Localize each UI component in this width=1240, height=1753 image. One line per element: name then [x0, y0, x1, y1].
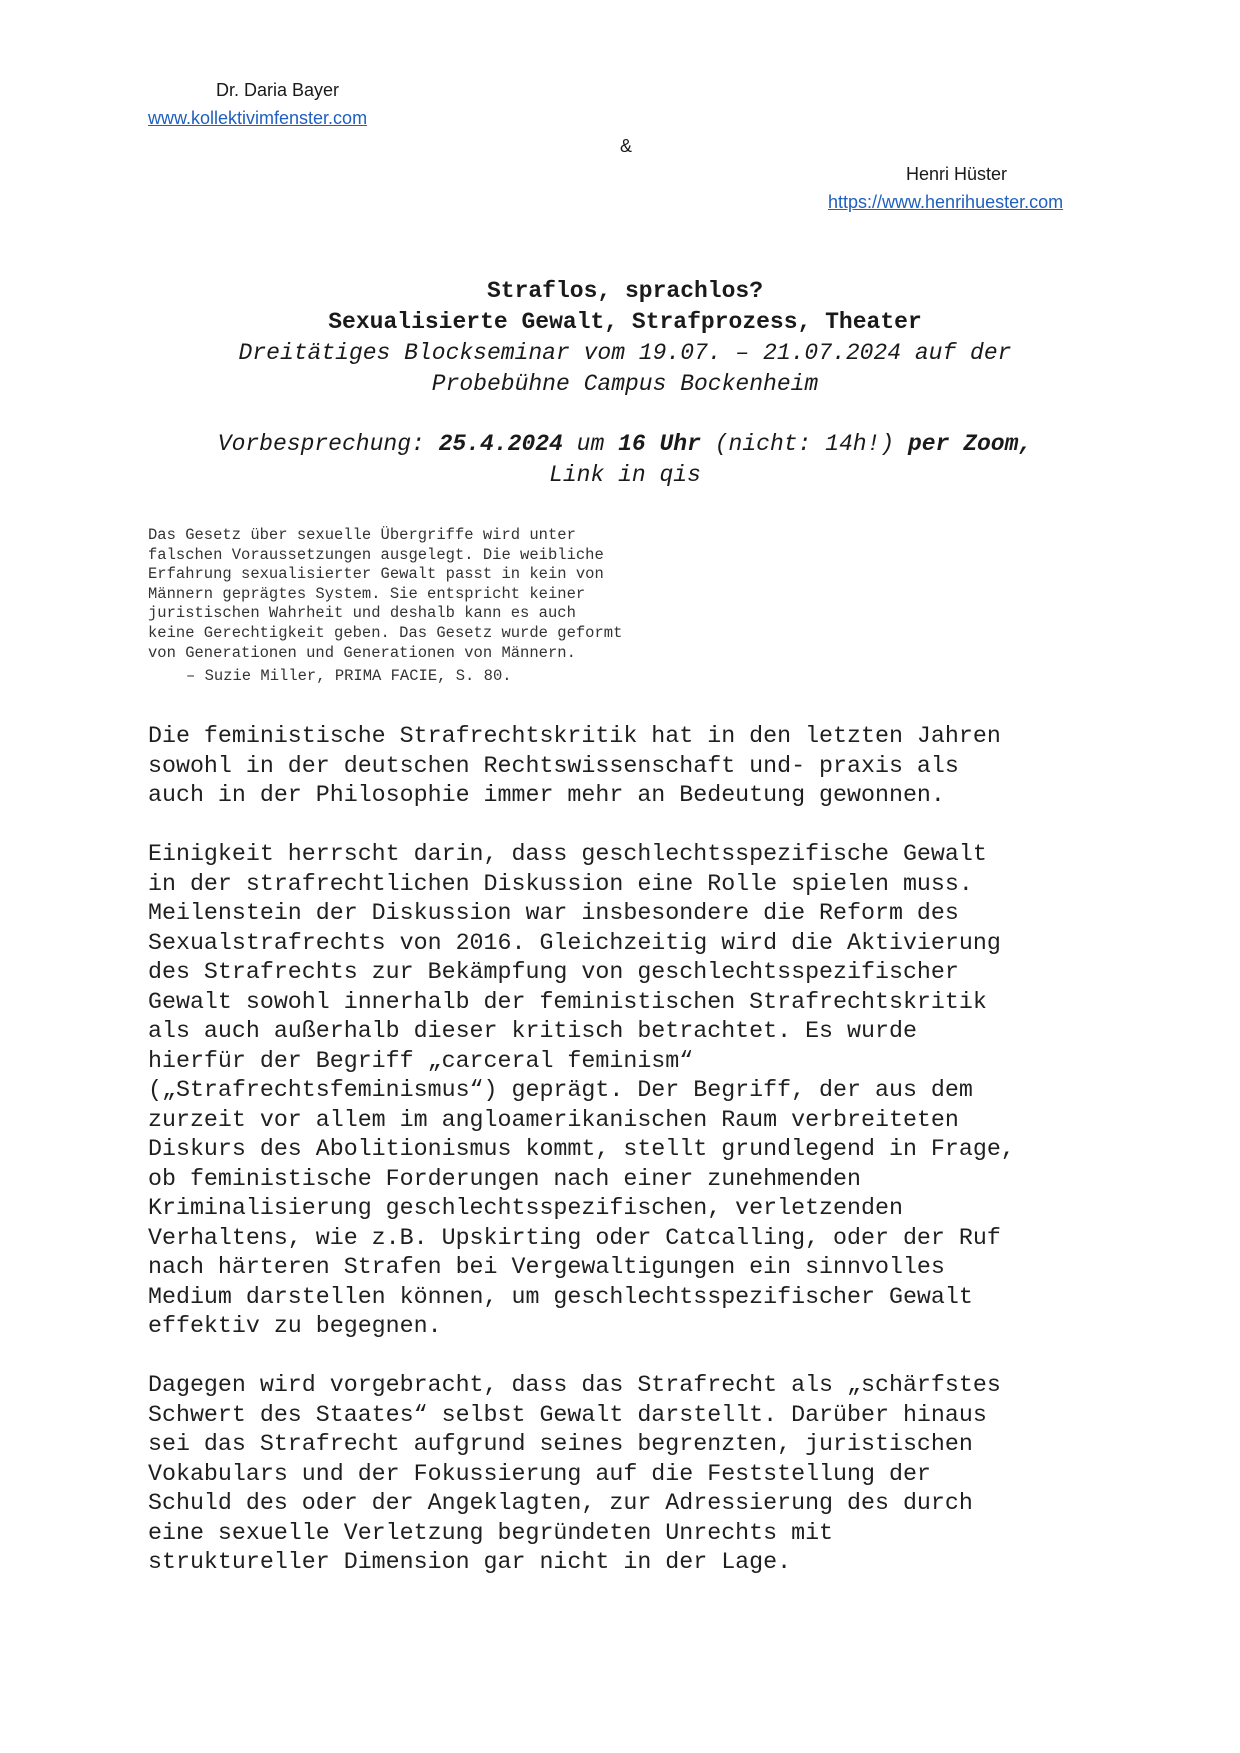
prebriefing-link-text: Link in qis	[549, 462, 701, 488]
body-paragraph-3: Dagegen wird vorgebracht, dass das Strafrecht als „schärfstes Schwert des Staates“ selbst Gewalt darstellt. Darüber hinaus sei das Strafrecht aufgrund seines begrenzten, juristischen Vokabulars und der Fokussierung auf die Feststellung der Schuld des oder der Angeklagten, zur Adressierung des durch eine sexuelle Verletzung begründeten Unrechts mit struktureller Dimension gar nicht in der Lage.	[148, 1372, 1001, 1575]
body-paragraph-2: Einigkeit herrscht darin, dass geschlechtsspezifische Gewalt in der strafrechtlichen Diskussion eine Rolle spielen muss. Meilenstein der Diskussion war insbesondere die Reform des Sexualstrafrechts von 2016. Gleichzeitig wird die Aktivierung des Strafrechts zur Bekämpfung von geschlechtsspezifischer Gewalt sowohl innerhalb der feministischen Strafrechtskritik als auch außerhalb dieser kritisch betrachtet. Es wurde hierfür der Begriff „carceral feminism“ („Strafrechtsfeminismus“) geprägt. Der Begriff, der aus dem zurzeit vor allem im angloamerikanischen Raum verbreiteten Diskurs des Abolitionismus kommt, stellt grundlegend in Frage, ob feministische Forderungen nach einer zunehmenden Kriminalisierung geschlechtsspezifischen, verletzenden Verhaltens, wie z.B. Upskirting oder Catcalling, oder der Ruf nach härteren Strafen bei Vergewaltigungen ein sinnvolles Medium darstellen können, um geschlechtsspezifischer Gewalt effektiv zu begegnen.	[148, 841, 1015, 1339]
author1-website-link[interactable]: www.kollektivimfenster.com	[148, 108, 368, 128]
prebriefing-time: 16 Uhr	[618, 431, 701, 457]
prebriefing-um: um	[576, 431, 605, 457]
author1-name: Dr. Daria Bayer	[216, 80, 340, 100]
document-title: Straflos, sprachlos?	[486, 278, 764, 304]
body-paragraph-1: Die feministische Strafrechtskritik hat in den letzten Jahren sowohl in der deutschen Rechtswissenschaft und- praxis als auch in der Philosophie immer mehr an Bedeutung gewonnen.	[148, 723, 1001, 808]
epigraph-source: – Suzie Miller, PRIMA FACIE, S. 80.	[186, 667, 512, 685]
author2-name: Henri Hüster	[906, 164, 1008, 184]
ampersand: &	[620, 136, 633, 156]
epigraph-quote: Das Gesetz über sexuelle Übergriffe wird unter falschen Voraussetzungen ausgelegt. Die weibliche Erfahrung sexualisierter Gewalt passt in kein von Männern geprägtes System. Sie entspricht keiner juristischen Wahrheit und deshalb kann es auch keine Gerechtigkeit geben. Das Gesetz wurde geformt von Generationen und Generationen von Männern.	[148, 526, 623, 662]
prebriefing-note: (nicht: 14h!)	[714, 431, 895, 457]
seminar-info-line2: Probebühne Campus Bockenheim	[431, 371, 819, 397]
prebriefing-mode: per Zoom,	[907, 431, 1033, 457]
prebriefing-label: Vorbesprechung:	[217, 431, 425, 457]
prebriefing-line	[0, 431, 1240, 457]
seminar-info-line1: Dreitätiges Blockseminar vom 19.07. – 21.07.2024 auf der	[238, 340, 1012, 366]
prebriefing-date: 25.4.2024	[438, 431, 563, 457]
author2-website-link[interactable]: https://www.henrihuester.com	[828, 192, 1064, 212]
document-subtitle: Sexualisierte Gewalt, Strafprozess, Theater	[328, 309, 922, 335]
